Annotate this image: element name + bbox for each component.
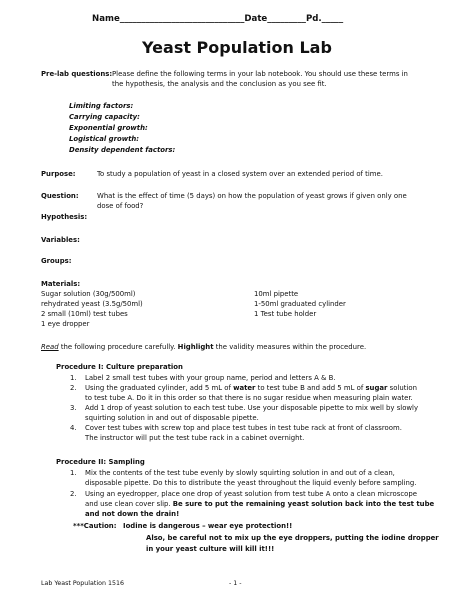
name-label: Name [92, 14, 120, 24]
step-number: 2. [70, 490, 77, 498]
prelab-label: Pre-lab questions: [41, 70, 113, 78]
procedure1-heading: Procedure I: Culture preparation [56, 363, 183, 371]
caution-line3: in your yeast culture will kill it!!! [146, 545, 275, 553]
material-item: 2 small (10ml) test tubes [41, 310, 128, 318]
step-text: Cover test tubes with screw top and place test tubes in test tube rack at front of classroom. [85, 424, 402, 432]
step-text: to test tube A. Do it in this order so that there is no sugar residue when measuring plain water. [85, 394, 413, 402]
read-note-middle: the following procedure carefully. [58, 343, 178, 351]
page-title: Yeast Population Lab [142, 38, 332, 57]
prelab-text-line1: Please define the following terms in your lab notebook. You should use these terms in [112, 70, 408, 78]
material-item: 1 Test tube holder [254, 310, 317, 318]
step-text: Using an eyedropper, place one drop of yeast solution from test tube A onto a clean microscope [85, 490, 417, 498]
procedure2-heading: Procedure II: Sampling [56, 458, 145, 466]
hypothesis-label: Hypothesis: [41, 213, 88, 221]
read-word: Read [41, 343, 59, 351]
step-text: squirting solution in and out of disposable pipette. [85, 414, 259, 422]
step-text-bold: water [233, 384, 256, 392]
step-text-part: Using the graduated cylinder, add 5 mL of [85, 384, 234, 392]
term-exponential-growth: Exponential growth: [69, 124, 148, 132]
material-item: 1 eye dropper [41, 320, 90, 328]
question-line1: What is the effect of time (5 days) on how the population of yeast grows if given only one [97, 192, 407, 200]
step-number: 2. [70, 384, 77, 392]
date-blank[interactable]: _________ [267, 14, 306, 24]
header-line [92, 14, 343, 24]
date-label: Date [244, 14, 268, 24]
term-carrying-capacity: Carrying capacity: [69, 113, 140, 121]
highlight-word: Highlight [177, 343, 214, 351]
name-blank[interactable]: _____________________________ [119, 14, 245, 24]
prelab-text-line2: the hypothesis, the analysis and the conclusion as you see fit. [112, 80, 327, 88]
groups-label: Groups: [41, 257, 72, 265]
footer-doc-name: Lab Yeast Population 1516 [41, 580, 124, 587]
step-text: Mix the contents of the test tube evenly by slowly squirting solution in and out of a clean, [85, 469, 395, 477]
read-note [41, 343, 366, 352]
period-label: Pd. [305, 14, 322, 24]
question-line2: dose of food? [97, 202, 144, 210]
caution-label: ***Caution: [73, 522, 117, 530]
material-item: rehydrated yeast (3.5g/50ml) [41, 300, 143, 308]
materials-label: Materials: [41, 280, 81, 288]
material-item: Sugar solution (30g/500ml) [41, 290, 136, 298]
question-label: Question: [41, 192, 79, 200]
step-text [85, 500, 434, 509]
step-text-part: and use clean cover slip. [85, 500, 173, 508]
step-text-part: solution [387, 384, 417, 392]
step-text [85, 384, 417, 393]
step-text: disposable pipette. Do this to distribute the yeast throughout the liquid evenly before sampling. [85, 479, 417, 487]
term-limiting-factors: Limiting factors: [69, 102, 134, 110]
variables-label: Variables: [41, 236, 80, 244]
step-number: 4. [70, 424, 77, 432]
step-number: 1. [70, 374, 77, 382]
material-item: 10ml pipette [254, 290, 299, 298]
page-number: - 1 - [229, 580, 242, 587]
purpose-text: To study a population of yeast in a closed system over an extended period of time. [97, 170, 383, 178]
step-text-part: to test tube B and add 5 mL of [255, 384, 366, 392]
read-note-end: the validity measures within the procedure. [213, 343, 367, 351]
period-blank[interactable]: _____ [321, 14, 344, 24]
step-number: 3. [70, 404, 77, 412]
caution-line2: Also, be careful not to mix up the eye droppers, putting the iodine dropper [146, 534, 439, 542]
step-text: The instructor will put the test tube rack in a cabinet overnight. [85, 434, 305, 442]
step-text-bold: Be sure to put the remaining yeast solution back into the test tube [172, 500, 435, 508]
step-text: Add 1 drop of yeast solution to each test tube. Use your disposable pipette to mix well by slowly [85, 404, 419, 412]
material-item: 1-50ml graduated cylinder [254, 300, 346, 308]
purpose-label: Purpose: [41, 170, 76, 178]
step-text: Label 2 small test tubes with your group name, period and letters A & B. [85, 374, 336, 382]
step-text-bold: sugar [365, 384, 388, 392]
step-text-bold: and not down the drain! [85, 510, 180, 518]
caution-line1: Iodine is dangerous – wear eye protection!! [123, 522, 293, 530]
step-number: 1. [70, 469, 77, 477]
term-density-dependent: Density dependent factors: [69, 146, 176, 154]
term-logistical-growth: Logistical growth: [69, 135, 140, 143]
